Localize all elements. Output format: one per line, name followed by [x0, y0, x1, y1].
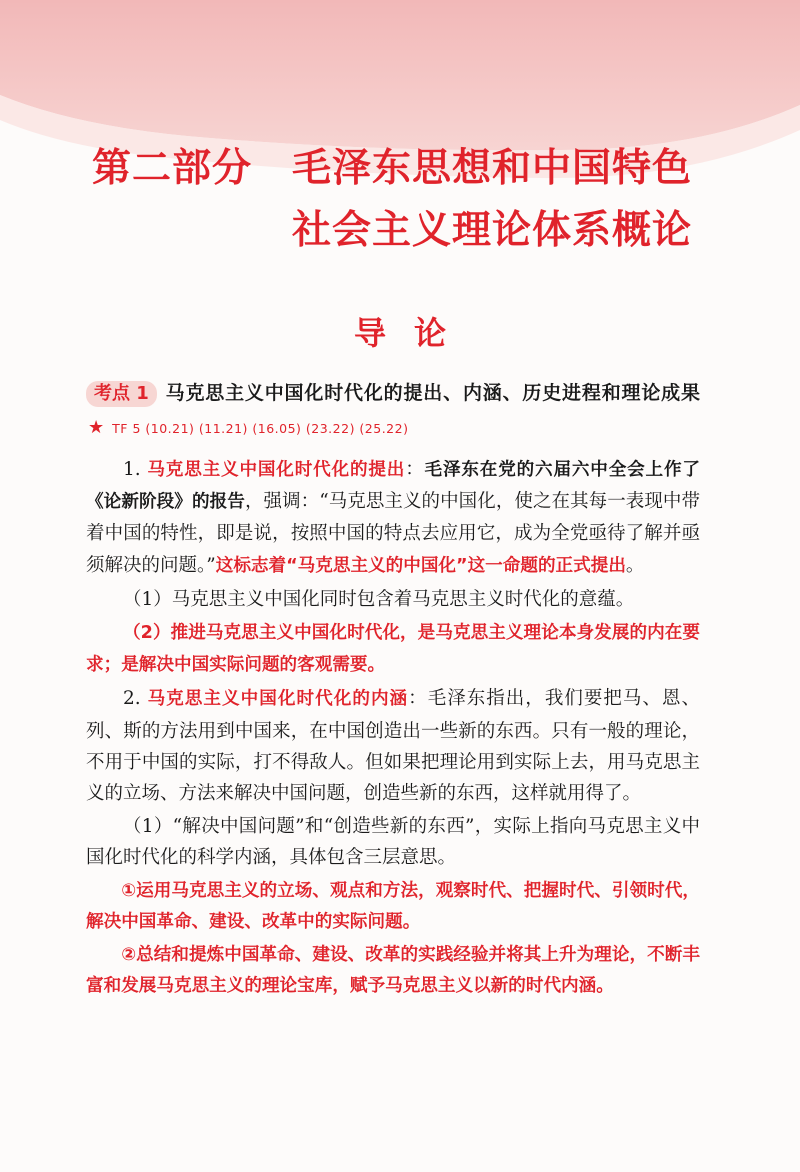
- kaodian-title: 马克思主义中国化时代化的提出、内涵、历史进程和理论成果: [164, 382, 700, 404]
- colon: ：: [405, 459, 425, 480]
- part-label: 第二部分: [92, 146, 253, 191]
- paragraph-6: ①运用马克思主义的立场、观点和方法，观察时代、把握时代、引领时代，解决中国革命、建设、改革中的实际问题。: [86, 880, 700, 932]
- plain-text: ：毛泽东指出，我们要把马、恩、列、斯的方法用到中国来，在中国创造出一些新的东西。只有一般的理论，不用于中国的实际，打不得敌人。但如果把理论用到实际上去，用马克思主义的立场、方法来解决中国问题，创造些新的东西，这样就用得了。: [86, 688, 700, 805]
- content: [86, 376, 700, 1002]
- star-icon: ★: [88, 417, 105, 438]
- highlight-bold: 毛泽东在党的六届六中全会上作了《论新阶段》的报告: [86, 460, 700, 513]
- plain-text: ，强调：“马克思主义的中国化，使之在其每一表现中带着中国的特性，即是说，按照中国的特点去应用它，成为全党亟待了解并亟须解决的问题。”: [86, 491, 700, 576]
- section-title: 导论: [353, 314, 474, 352]
- paragraph-number: 1.: [123, 459, 148, 480]
- part-title: [92, 138, 732, 262]
- paragraph-5: （1）“解决中国问题”和“创造些新的东西”，实际上指向马克思主义中国化时代化的科学内涵，具体包含三层意思。: [86, 816, 700, 869]
- highlight-red: 马克思主义中国化时代化的提出: [147, 460, 406, 480]
- kaodian-refs: TF 5 (10.21) (11.21) (16.05) (23.22) (25.22): [112, 421, 409, 436]
- paragraph-number: 2.: [123, 688, 148, 710]
- highlight-red: 马克思主义中国化时代化的内涵: [147, 689, 409, 710]
- paragraph-3: [86, 617, 700, 681]
- highlight-red: 这标志着“马克思主义的中国化”这一命题的正式提出: [215, 555, 626, 576]
- paragraph-4: [86, 683, 700, 809]
- highlight-red: 推进马克思主义中国化时代化，是马克思主义理论本身发展的内在要求；是解决中国实际问题的客观需要。: [86, 623, 700, 676]
- title-line-2: 社会主义理论体系概论: [292, 208, 693, 253]
- kaodian-heading: [86, 376, 700, 446]
- paragraph-7: ②总结和提炼中国革命、建设、改革的实践经验并将其上升为理论，不断丰富和发展马克思主义的理论宝库，赋予马克思主义以新的时代内涵。: [86, 945, 700, 997]
- kaodian-badge: 考点 1: [86, 381, 157, 407]
- paragraph-number: （2）: [123, 623, 171, 644]
- paragraph-2: （1）马克思主义中国化同时包含着马克思主义时代化的意蕴。: [123, 588, 635, 610]
- paragraph-1: [86, 454, 700, 582]
- period: 。: [625, 554, 645, 576]
- title-line-1: 毛泽东思想和中国特色: [292, 146, 693, 191]
